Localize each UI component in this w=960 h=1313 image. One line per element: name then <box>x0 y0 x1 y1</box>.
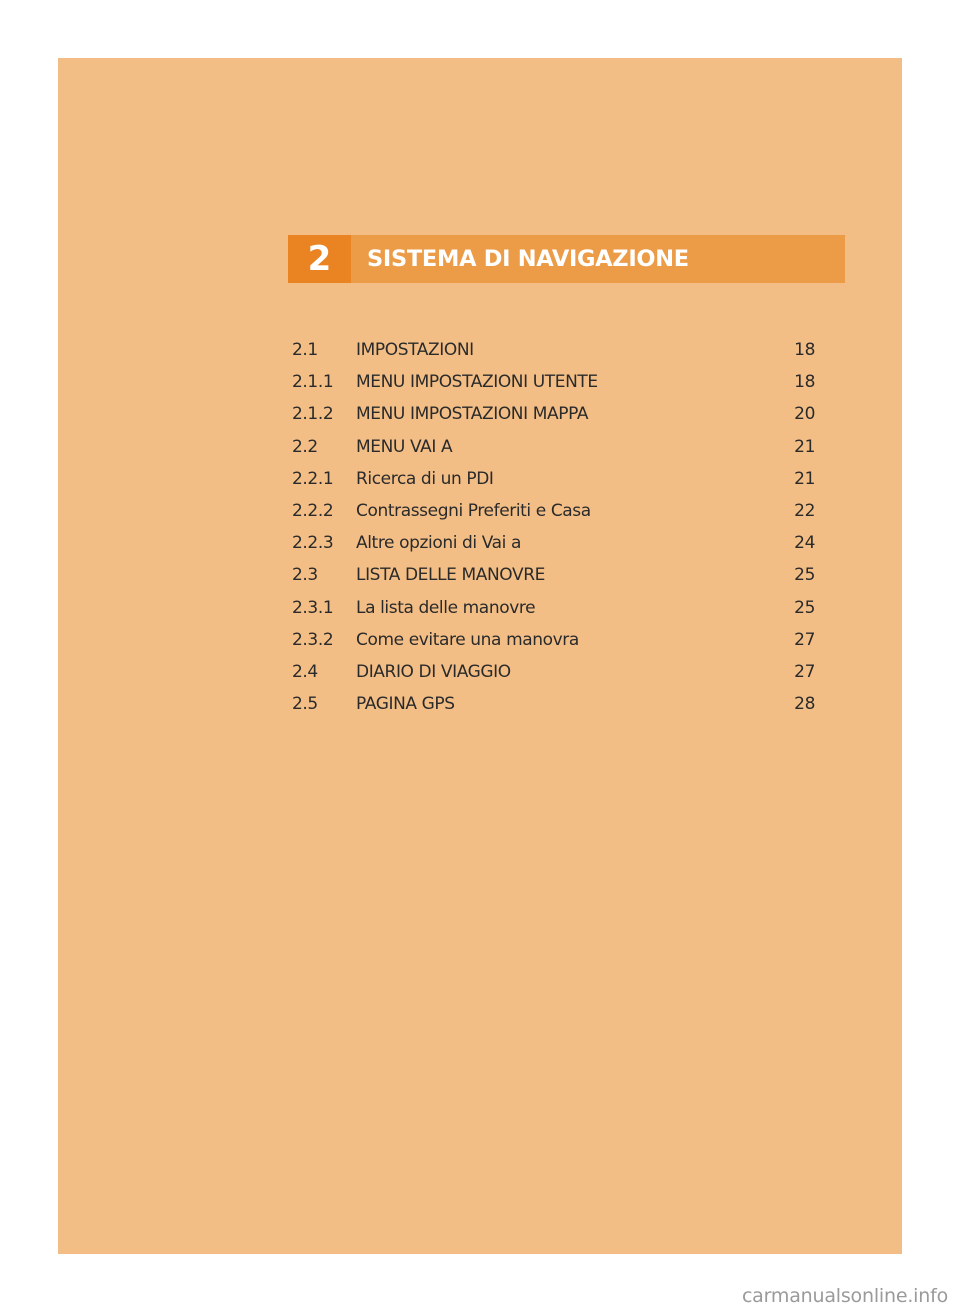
toc-entry-title: La lista delle manovre <box>356 597 536 618</box>
toc-entry-number: 2.1 <box>292 340 318 361</box>
toc-entry[interactable] <box>292 334 815 366</box>
toc-entry-page: 18 <box>794 372 815 393</box>
toc-entry-number: 2.2.3 <box>292 533 334 554</box>
watermark: carmanualsonline.info <box>741 1285 948 1307</box>
toc-entry-number: 2.4 <box>292 661 318 682</box>
toc-entry-page: 27 <box>794 661 815 682</box>
toc-entry-page: 20 <box>794 404 815 425</box>
chapter-header <box>288 235 845 283</box>
toc-entry-page: 25 <box>794 597 815 618</box>
toc-entry-page: 22 <box>794 501 815 522</box>
toc-entry-number: 2.3 <box>292 565 318 586</box>
toc-entry[interactable] <box>292 559 815 591</box>
toc-entry[interactable] <box>292 398 815 430</box>
toc-entry-title: Contrassegni Preferiti e Casa <box>356 501 591 522</box>
toc-entry-number: 2.3.1 <box>292 597 334 618</box>
toc-entry[interactable] <box>292 688 815 720</box>
toc-entry-number: 2.1.2 <box>292 404 334 425</box>
toc-entry[interactable] <box>292 624 815 656</box>
toc-entry-page: 18 <box>794 340 815 361</box>
toc-entry-title: MENU VAI A <box>356 436 453 457</box>
toc-entry-title: LISTA DELLE MANOVRE <box>356 565 545 586</box>
toc-entry-title: PAGINA GPS <box>356 694 455 715</box>
toc-entry-number: 2.3.2 <box>292 629 334 650</box>
toc-entry-title: DIARIO DI VIAGGIO <box>356 661 511 682</box>
toc-entry-number: 2.5 <box>292 694 318 715</box>
toc-entry-title: Come evitare una manovra <box>356 629 579 650</box>
toc-entry-title: Altre opzioni di Vai a <box>356 533 522 554</box>
toc-entry[interactable] <box>292 527 815 559</box>
toc-entry-page: 21 <box>794 436 815 457</box>
toc-entry-number: 2.2.2 <box>292 501 334 522</box>
toc-entry-number: 2.2 <box>292 436 318 457</box>
toc-entry-title: MENU IMPOSTAZIONI UTENTE <box>356 372 598 393</box>
toc-entry-title: IMPOSTAZIONI <box>356 340 474 361</box>
toc-entry-page: 28 <box>794 694 815 715</box>
toc-entry[interactable] <box>292 592 815 624</box>
toc-entry-title: MENU IMPOSTAZIONI MAPPA <box>356 404 589 425</box>
toc-entry[interactable] <box>292 495 815 527</box>
chapter-number: 2 <box>288 235 351 283</box>
toc-entry-page: 27 <box>794 629 815 650</box>
toc-entry[interactable] <box>292 463 815 495</box>
toc-entry-page: 24 <box>794 533 815 554</box>
toc-entry-page: 21 <box>794 468 815 489</box>
chapter-title: SISTEMA DI NAVIGAZIONE <box>367 246 689 272</box>
toc-entry[interactable] <box>292 656 815 688</box>
toc-entry[interactable] <box>292 366 815 398</box>
toc-entry-number: 2.2.1 <box>292 468 334 489</box>
toc-entry-page: 25 <box>794 565 815 586</box>
table-of-contents <box>292 334 815 720</box>
toc-entry-title: Ricerca di un PDI <box>356 468 494 489</box>
toc-entry[interactable] <box>292 431 815 463</box>
toc-entry-number: 2.1.1 <box>292 372 334 393</box>
